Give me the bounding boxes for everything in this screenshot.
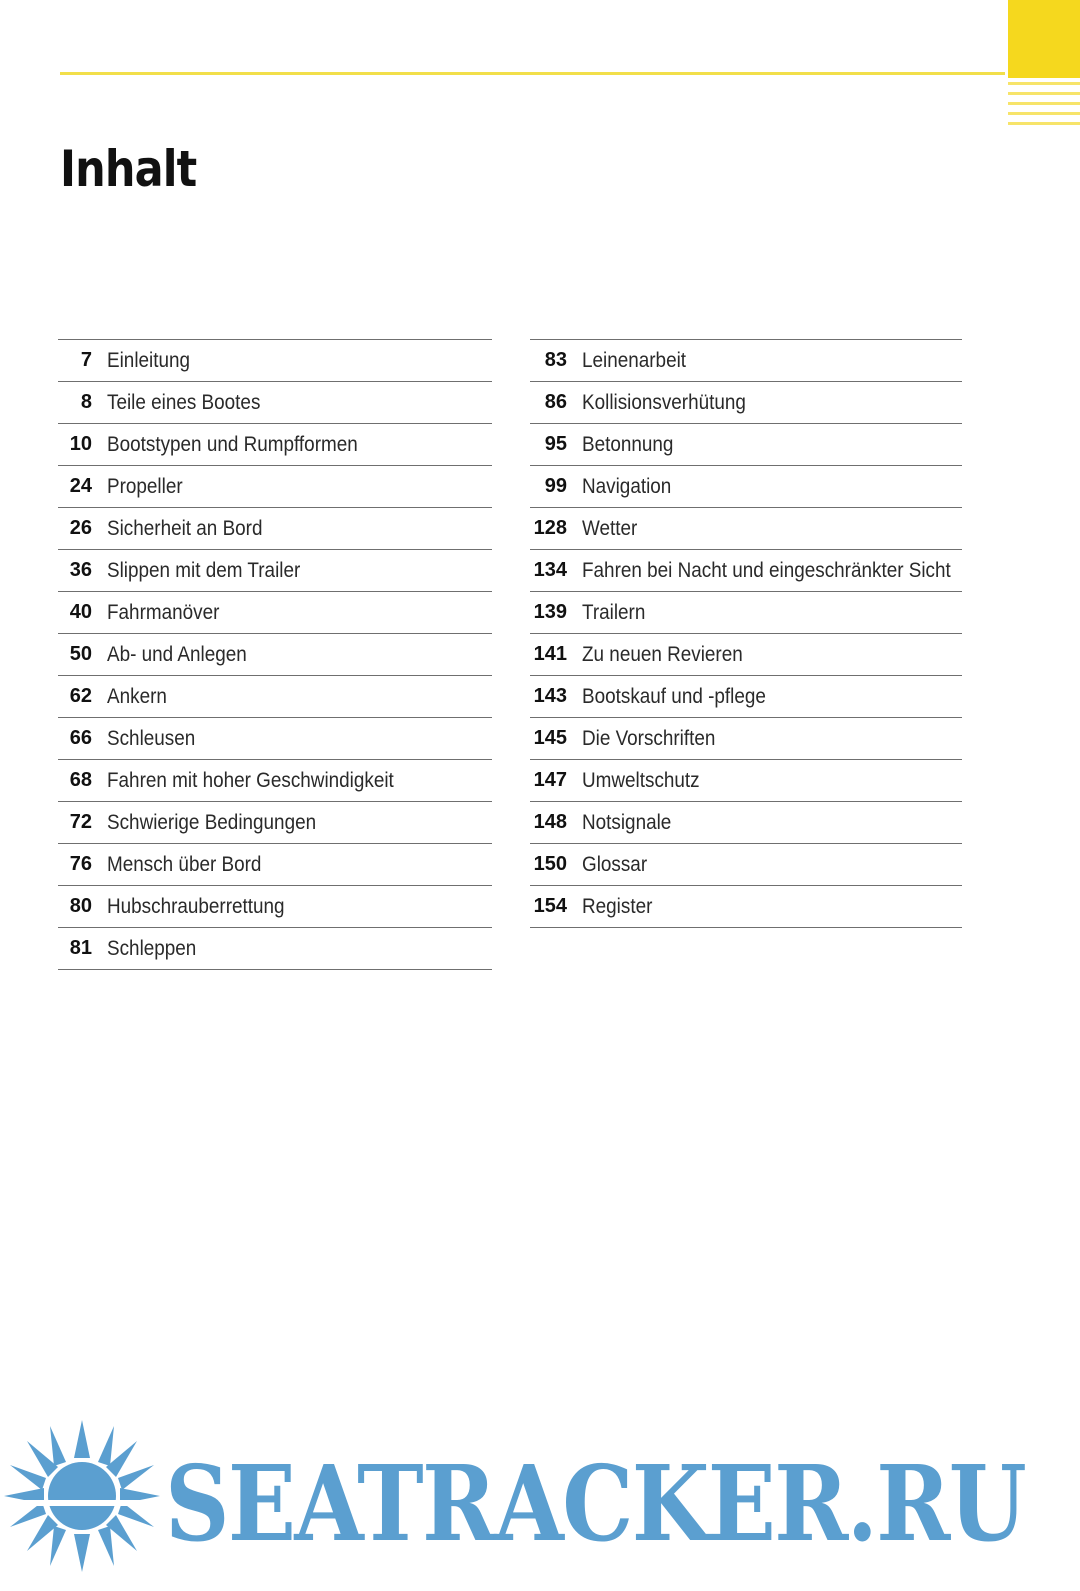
corner-tab (1008, 0, 1080, 78)
toc-page-number: 128 (533, 517, 567, 539)
watermark-text: SEATRACKER.RU (165, 1442, 1026, 1565)
toc-entry (530, 591, 962, 633)
toc-entry (58, 717, 492, 759)
toc-page-number: 154 (533, 895, 567, 917)
toc-page-number: 24 (69, 475, 92, 497)
toc-entry (58, 423, 492, 465)
toc-chapter-title: Schwierige Bedingungen (107, 810, 317, 834)
toc-entry (58, 507, 492, 549)
toc-page-number: 50 (69, 643, 92, 665)
toc-chapter-title: Wetter (582, 516, 638, 540)
toc-chapter-title: Fahren bei Nacht und eingeschränkter Sicht (582, 558, 951, 582)
toc-entry (530, 381, 962, 423)
toc-entry (530, 633, 962, 675)
toc-entry (58, 549, 492, 591)
toc-chapter-title: Bootstypen und Rumpfformen (107, 432, 358, 456)
toc-page-number: 36 (69, 559, 92, 581)
toc-page-number: 8 (80, 391, 92, 413)
toc-entry (530, 801, 962, 843)
sun-icon (4, 1420, 160, 1572)
toc-entry (530, 423, 962, 465)
toc-page-number: 10 (69, 433, 92, 455)
toc-chapter-title: Fahrmanöver (107, 600, 220, 624)
toc-page-number: 81 (69, 937, 92, 959)
toc-entry (530, 339, 962, 381)
toc-chapter-title: Hubschrauberrettung (107, 894, 285, 918)
toc-chapter-title: Sicherheit an Bord (107, 516, 263, 540)
toc-page-number: 62 (69, 685, 92, 707)
toc-chapter-title: Teile eines Bootes (107, 390, 261, 414)
toc-page-number: 76 (69, 853, 92, 875)
toc-entry (58, 759, 492, 801)
toc-chapter-title: Schleppen (107, 936, 197, 960)
toc-entry (58, 591, 492, 633)
toc-chapter-title: Trailern (582, 600, 646, 624)
toc-entry (58, 675, 492, 717)
toc-chapter-title: Die Vorschriften (582, 726, 716, 750)
toc-chapter-title: Propeller (107, 474, 183, 498)
toc-page-number: 80 (69, 895, 92, 917)
toc-page-number: 150 (533, 853, 567, 875)
toc-chapter-title: Fahren mit hoher Geschwindigkeit (107, 768, 394, 792)
toc-entry (530, 843, 962, 885)
toc-left-column (58, 339, 492, 970)
toc-entry (530, 549, 962, 591)
toc-entry (58, 339, 492, 381)
toc-page-number: 66 (69, 727, 92, 749)
page-title: Inhalt (60, 140, 197, 198)
toc-chapter-title: Ankern (107, 684, 167, 708)
toc-page-number: 148 (533, 811, 567, 833)
toc-page-number: 26 (69, 517, 92, 539)
toc-entry (58, 843, 492, 885)
toc-chapter-title: Ab- und Anlegen (107, 642, 247, 666)
toc-entry (530, 675, 962, 717)
toc-entry (58, 885, 492, 927)
toc-chapter-title: Kollisionsverhütung (582, 390, 746, 414)
toc-entry (530, 465, 962, 507)
toc-page-number: 86 (544, 391, 567, 413)
toc-page-number: 141 (533, 643, 567, 665)
toc-page-number: 83 (544, 349, 567, 371)
header-rule (60, 72, 1005, 75)
toc-chapter-title: Leinenarbeit (582, 348, 687, 372)
toc-page-number: 143 (533, 685, 567, 707)
toc-chapter-title: Betonnung (582, 432, 674, 456)
toc-chapter-title: Einleitung (107, 348, 191, 372)
toc-page-number: 72 (69, 811, 92, 833)
toc-page-number: 145 (533, 727, 567, 749)
toc-chapter-title: Glossar (582, 852, 648, 876)
toc-entry (58, 381, 492, 423)
toc-page-number: 139 (533, 601, 567, 623)
toc-right-column (530, 339, 962, 928)
toc-page-number: 99 (544, 475, 567, 497)
toc-entry (530, 717, 962, 759)
toc-chapter-title: Register (582, 894, 653, 918)
toc-entry (530, 759, 962, 801)
toc-chapter-title: Schleusen (107, 726, 196, 750)
toc-chapter-title: Umweltschutz (582, 768, 700, 792)
toc-entry (58, 927, 492, 970)
toc-entry (58, 465, 492, 507)
toc-chapter-title: Mensch über Bord (107, 852, 262, 876)
toc-page-number: 68 (69, 769, 92, 791)
toc-entry (58, 633, 492, 675)
toc-chapter-title: Navigation (582, 474, 672, 498)
toc-entry (530, 885, 962, 928)
toc-page-number: 147 (533, 769, 567, 791)
toc-entry (530, 507, 962, 549)
toc-entry (58, 801, 492, 843)
toc-page-number: 40 (69, 601, 92, 623)
toc-page-number: 134 (533, 559, 567, 581)
toc-page-number: 95 (544, 433, 567, 455)
toc-chapter-title: Notsignale (582, 810, 672, 834)
toc-chapter-title: Slippen mit dem Trailer (107, 558, 301, 582)
corner-stripes (1008, 82, 1080, 132)
toc-page-number: 7 (80, 349, 92, 371)
toc-chapter-title: Bootskauf und -pflege (582, 684, 766, 708)
toc-chapter-title: Zu neuen Revieren (582, 642, 743, 666)
